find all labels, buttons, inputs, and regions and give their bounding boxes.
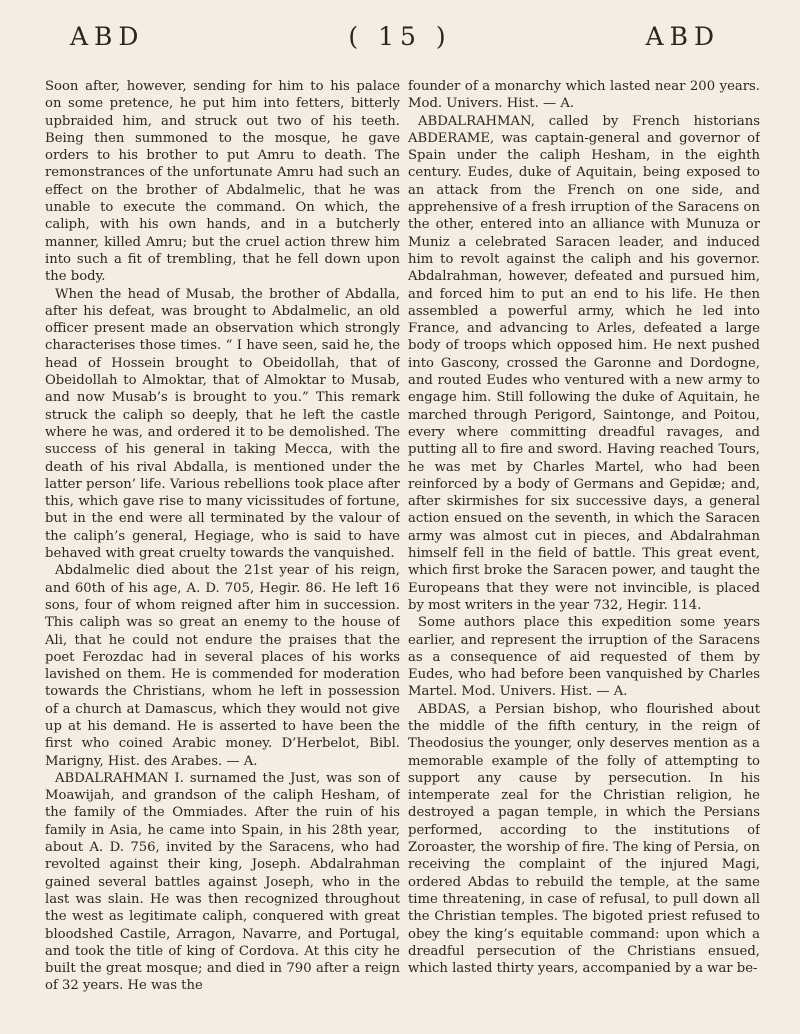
header-right-word: ABD bbox=[645, 22, 720, 51]
paragraph: When the head of Musab, the brother of Abdalla, after his defeat, was brought to Abdalmelic, an old officer present made an observation which strongly characterises those times. “ I have seen, said he, the head of Hossein brought to Obeidollah, that of Obeidollah to Almoktar, that of Almoktar to Musab, and now Musab’s is brought to you.” This remark struck the caliph so deeply, that he left the castle where he was, and ordered it to be demolished. The success of his general in taking Mecca, with the death of his rival Abdalla, is mentioned under the latter person’ life. Various rebellions took place after this, which gave rise to many vicissitudes of fortune, but in the end were all terminated by the valour of the caliph’s general, Hegiage, who is said to have behaved with great cruelty towards the vanquished. bbox=[45, 286, 400, 562]
page-number: ( 15 ) bbox=[348, 22, 452, 51]
left-column bbox=[45, 78, 400, 1018]
running-header bbox=[40, 22, 760, 62]
paragraph: Soon after, however, sending for him to his palace on some pretence, he put him into fetters, bitterly upbraided him, and struck out two of his teeth. Being then summoned to the mosque, he gave orders to his brother to put Amru to death. The remonstrances of the unfortunate Amru had such an effect on the brother of Abdalmelic, that he was unable to execute the command. On which, the caliph, with his own hands, and in a butcherly manner, killed Amru; but the cruel action threw him into such a fit of trembling, that he fell down upon the body. bbox=[45, 79, 400, 285]
paragraph: Some authors place this expedition some years earlier, and represent the irruption of the Saracens as a consequence of aid requested of them by Eudes, who had before been vanquished by Charles Martel. Mod. Univers. Hist. — A. bbox=[408, 615, 760, 700]
paragraph: ABDALRAHMAN I. surnamed the Just, was son of Moawijah, and grandson of the caliph Hesham, of the family of the Ommiades. After the ruin of his family in Asia, he came into Spain, in his 28th year, about A. D. 756, invited by the Saracens, who had revolted against their king, Joseph. Abdalrahman gained several battles against Joseph, who in the last was slain. He was then recognized throughout the west as legitimate caliph, conquered with great bloodshed Castile, Arragon, Navarre, and Portugal, and took the title of king of Cordova. At this city he built the great mosque; and died in 790 after a reign of 32 years. He was the bbox=[45, 770, 400, 994]
header-left-word: ABD bbox=[70, 22, 145, 51]
paragraph: founder of a monarchy which lasted near 200 years. Mod. Univers. Hist. — A. bbox=[408, 79, 760, 112]
paragraph: ABDALRAHMAN, called by French historians ABDERAME, was captain-general and governor of Spain under the caliph Hesham, in the eighth century. Eudes, duke of Aquitain, being exposed to an attack from the French on one side, and apprehensive of a fresh irruption of the Saracens on the other, entered into an alliance with Munuza or Muniz a celebrated Saracen leader, and induced him to revolt against the caliph and his governor. Abdalrahman, however, defeated and pursued him, and forced him to put an end to his life. He then assembled a powerful army, which he led into France, and advancing to Arles, defeated a large body of troops which opposed him. He next pushed into Gascony, crossed the Garonne and Dordogne, and routed Eudes who ventured with a new army to engage him. Still following the duke of Aquitain, he marched through Perigord, Saintonge, and Poitou, every where committing dreadful ravages, and putting all to fire and sword. Having reached Tours, he was met by Charles Martel, who had been reinforced by a body of Germans and Gepidæ; and, after skirmishes for six successive days, a general action ensued on the seventh, in which the Saracen army was almost cut in pieces, and Abdalrahman himself fell in the field of battle. This great event, which first broke the Saracen power, and taught the Europeans that they were not invincible, is placed by most writers in the year 732, Hegir. 114. bbox=[408, 113, 760, 613]
right-column bbox=[408, 78, 760, 1018]
paragraph: ABDAS, a Persian bishop, who flourished about the middle of the fifth century, in the reign of Theodosius the younger, only deserves mention as a memorable example of the folly of attempting to support any cause by persecution. In his intemperate zeal for the Christian religion, he destroyed a pagan temple, in which the Persians performed, according to the institutions of Zoroaster, the worship of fire. The king of Persia, on receiving the complaint of the injured Magi, ordered Abdas to rebuild the temple, at the same time threatening, in case of refusal, to pull down all the Christian temples. The bigoted priest refused to obey the king’s equitable command: upon which a dreadful persecution of the Christians ensued, which lasted thirty years, accompanied by a war be- bbox=[408, 701, 760, 977]
paragraph: Abdalmelic died about the 21st year of his reign, and 60th of his age, A. D. 705, Hegir. 86. He left 16 sons, four of whom reigned after him in succession. This caliph was so great an enemy to the house of Ali, that he could not endure the praises that the poet Ferozdac had in several places of his works lavished on them. He is commended for moderation towards the Christians, whom he left in possession of a church at Damascus, which they would not give up at his demand. He is asserted to have been the first who coined Arabic money. D’Herbelot, Bibl. Marigny, Hist. des Arabes. — A. bbox=[45, 563, 400, 769]
